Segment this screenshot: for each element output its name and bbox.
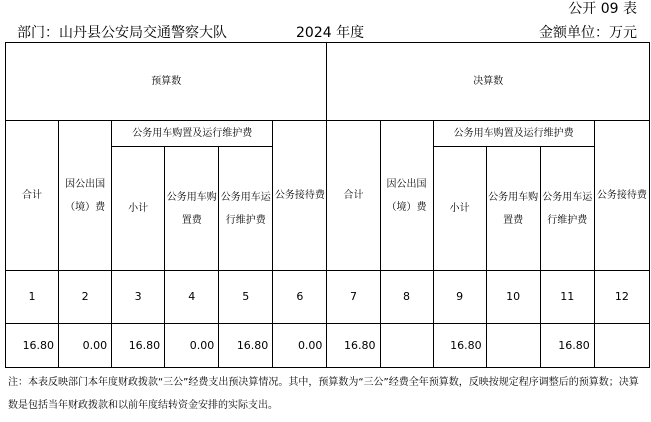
budget-purchase-header: 公务用车购置费 [165,147,219,271]
budget-subtotal-header: 小计 [112,147,165,271]
final-total-value: 16.80 [327,324,380,368]
report-header [0,20,651,42]
column-number: 3 [112,271,165,324]
column-number: 9 [433,271,486,324]
final-subtotal-value: 16.80 [433,324,486,368]
budget-total-value: 16.80 [6,324,59,368]
budget-reception-header: 公务接待费 [273,121,327,271]
budget-operation-value: 16.80 [219,324,273,368]
final-header: 决算数 [327,43,650,121]
fiscal-year: 2024 年度 [296,25,365,41]
column-number: 4 [165,271,219,324]
budget-operation-header: 公务用车运行维护费 [219,147,273,271]
budget-subtotal-value: 16.80 [112,324,165,368]
column-number: 12 [594,271,649,324]
form-code: 公开 09 表 [568,1,637,17]
final-reception-header: 公务接待费 [594,121,649,271]
budget-header: 预算数 [6,43,327,121]
amount-unit: 金额单位：万元 [539,25,637,41]
budget-reception-value: 0.00 [273,324,327,368]
column-number-row [6,271,650,324]
department-label: 部门：山丹县公安局交通警察大队 [17,25,227,41]
final-operation-header: 公务用车运行维护费 [540,147,594,271]
final-total-header: 合计 [327,121,380,271]
footnote: 注：本表反映部门本年度财政拨款“三公”经费支出预决算情况。其中，预算数为“三公”经费全年预算数，反映按规定程序调整后的预算数；决算数是包括当年财政拨款和以前年度结转资金安排的实际支出。 [8,377,639,411]
final-purchase-value [486,324,540,368]
column-number: 6 [273,271,327,324]
column-number: 10 [486,271,540,324]
three-public-expenses-table [5,42,650,368]
final-abroad-header: 因公出国（境）费 [380,121,433,271]
final-vehicle-group-header: 公务用车购置及运行维护费 [433,121,594,147]
budget-abroad-value: 0.00 [59,324,112,368]
column-number: 11 [540,271,594,324]
budget-purchase-value: 0.00 [165,324,219,368]
value-row [6,324,650,368]
column-number: 1 [6,271,59,324]
column-number: 8 [380,271,433,324]
budget-total-header: 合计 [6,121,59,271]
column-number: 7 [327,271,380,324]
column-number: 2 [59,271,112,324]
final-operation-value: 16.80 [540,324,594,368]
final-subtotal-header: 小计 [433,147,486,271]
final-abroad-value [380,324,433,368]
budget-abroad-header: 因公出国（境）费 [59,121,112,271]
budget-vehicle-group-header: 公务用车购置及运行维护费 [112,121,273,147]
column-number: 5 [219,271,273,324]
final-reception-value [594,324,649,368]
final-purchase-header: 公务用车购置费 [486,147,540,271]
